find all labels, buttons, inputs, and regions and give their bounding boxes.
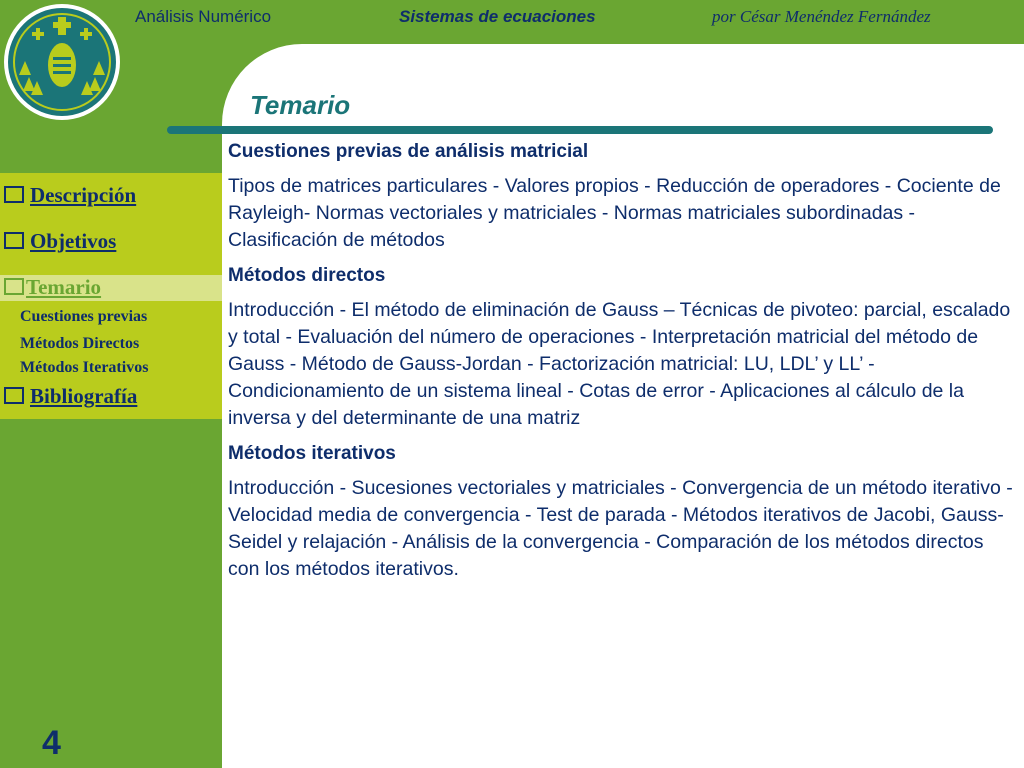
nav-item-temario[interactable] [4, 275, 101, 300]
subnav-cuestiones-previas[interactable]: Cuestiones previas [20, 308, 148, 325]
nav-item-label: Bibliografía [30, 384, 138, 408]
checkbox-icon [4, 232, 24, 249]
checkbox-icon [4, 387, 24, 404]
nav-item-bibliografia[interactable] [4, 384, 137, 409]
section-heading: Cuestiones previas de análisis matricial [228, 141, 589, 162]
section-body: Introducción - El método de eliminación de Gauss – Técnicas de pivoteo: parcial, escalado y total - Evaluación del número de operaciones - Interpretación matricial del método de Gauss - Método de Gauss-Jordan - Factorización matricial: LU, LDL’ y LL’ - Condicionamiento de un sistema lineal - Cotas de error - Aplicaciones al cálculo de la inversa y del determinante de una matriz [228, 299, 1011, 429]
section-body: Introducción - Sucesiones vectoriales y matriciales - Convergencia de un método iterativo - Velocidad media de convergencia - Test de parada - Métodos iterativos de Jacobi, Gauss-Seidel y relajación - Análisis de la convergencia - Comparación de los métodos directos con los métodos iterativos. [228, 477, 1013, 580]
syllabus-content [228, 138, 1018, 591]
checkbox-icon [4, 278, 24, 295]
slide-title: Temario [250, 90, 351, 120]
nav-item-label: Objetivos [30, 229, 117, 253]
page-number: 4 [42, 724, 61, 762]
checkbox-icon [4, 186, 24, 203]
title-underline [167, 126, 993, 134]
university-seal-icon [3, 3, 121, 121]
section-body: Tipos de matrices particulares - Valores propios - Reducción de operadores - Cociente de Rayleigh- Normas vectoriales y matriciales - Normas matriciales subordinadas - Clasificación de métodos [228, 175, 1001, 251]
nav-item-objetivos[interactable] [4, 229, 116, 254]
subnav-metodos-iterativos[interactable]: Métodos Iterativos [20, 359, 149, 376]
section-heading: Métodos iterativos [228, 443, 396, 464]
section-heading: Métodos directos [228, 265, 386, 286]
subnav-metodos-directos[interactable]: Métodos Directos [20, 335, 140, 352]
course-title: Análisis Numérico [135, 7, 272, 26]
topic-title: Sistemas de ecuaciones [399, 7, 596, 26]
nav-item-label: Descripción [30, 183, 137, 207]
nav-item-label: Temario [26, 275, 102, 299]
author-credit: por César Menéndez Fernández [712, 7, 931, 26]
nav-item-descripcion[interactable] [4, 183, 136, 208]
